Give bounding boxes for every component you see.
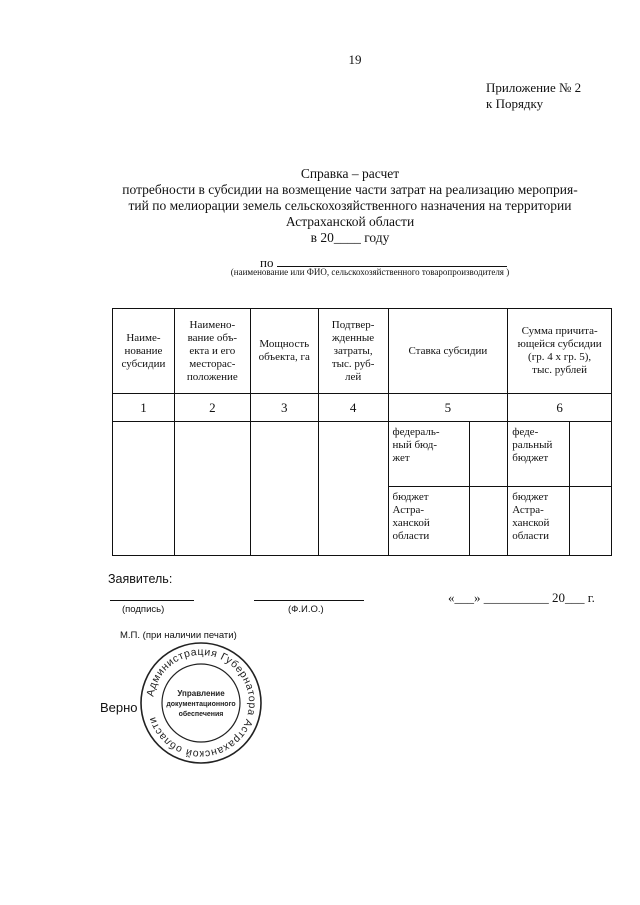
appendix-line-2: к Порядку bbox=[486, 96, 544, 111]
header-cell-3: Мощность объекта, га bbox=[250, 309, 318, 394]
title-line-4: Астраханской области bbox=[285, 214, 415, 229]
applicant-label: Заявитель: bbox=[108, 572, 173, 586]
fio-field[interactable] bbox=[254, 600, 364, 601]
stamp-ring-text: Администрация Губернатора Астраханской области bbox=[144, 645, 259, 761]
signature-caption: (подпись) bbox=[122, 604, 165, 615]
stamp-line-3: обеспечения bbox=[178, 711, 224, 718]
cell-confirmed-costs[interactable] bbox=[318, 422, 388, 556]
title-line-3: тий по мелиорации земель сельскохозяйственного назначения на территории bbox=[128, 198, 572, 213]
title-line-1: Справка – расчет bbox=[300, 166, 400, 181]
stamp-line-1: Управление bbox=[177, 689, 225, 698]
table-number-row bbox=[113, 394, 612, 422]
col-number-5: 5 bbox=[388, 394, 508, 422]
official-stamp-icon bbox=[138, 640, 264, 766]
label-regional-amount: бюджет Астра- ханской области bbox=[508, 487, 570, 556]
label-federal-amount: феде- ральный бюджет bbox=[508, 422, 570, 487]
date-field[interactable]: «___» __________ 20___ г. bbox=[448, 590, 595, 605]
label-regional-rate: бюджет Астра- ханской области bbox=[388, 487, 470, 556]
table-row bbox=[113, 422, 612, 487]
cell-regional-rate[interactable] bbox=[470, 487, 508, 556]
subsidy-table bbox=[112, 308, 612, 556]
title-line-2: потребности в субсидии на возмещение части затрат на реализацию мероприя- bbox=[122, 182, 578, 197]
cell-object-location[interactable] bbox=[174, 422, 250, 556]
po-label: по bbox=[260, 255, 274, 270]
recipient-blank[interactable] bbox=[277, 254, 507, 267]
title-line-5: в 20____ году bbox=[310, 230, 390, 245]
page-number: 19 bbox=[348, 52, 362, 67]
col-number-6: 6 bbox=[508, 394, 612, 422]
document-title bbox=[100, 166, 600, 246]
col-number-1: 1 bbox=[113, 394, 175, 422]
stamp-line-2: документационного bbox=[166, 701, 236, 708]
label-federal-rate: федераль- ный бюд- жет bbox=[388, 422, 470, 487]
col-number-2: 2 bbox=[174, 394, 250, 422]
cell-federal-rate[interactable] bbox=[470, 422, 508, 487]
cell-subsidy-name[interactable] bbox=[113, 422, 175, 556]
table-header-row bbox=[113, 309, 612, 394]
header-cell-1: Наиме- нование субсидии bbox=[113, 309, 175, 394]
fio-caption: (Ф.И.О.) bbox=[288, 604, 324, 615]
col-number-3: 3 bbox=[250, 394, 318, 422]
cell-capacity[interactable] bbox=[250, 422, 318, 556]
signature-field[interactable] bbox=[110, 600, 194, 601]
header-cell-5: Ставка субсидии bbox=[388, 309, 508, 394]
header-cell-2: Наимено- вание объ- екта и его месторас- положение bbox=[174, 309, 250, 394]
col-number-4: 4 bbox=[318, 394, 388, 422]
header-cell-6: Сумма причита- ющейся субсидии (гр. 4 х гр. 5), тыс. рублей bbox=[508, 309, 612, 394]
appendix-line-1: Приложение № 2 bbox=[486, 80, 582, 95]
header-cell-4: Подтвер- жденные затраты, тыс. руб- лей bbox=[318, 309, 388, 394]
verified-label: Верно bbox=[100, 700, 138, 715]
cell-regional-amount[interactable] bbox=[570, 487, 612, 556]
cell-federal-amount[interactable] bbox=[570, 422, 612, 487]
appendix-label bbox=[486, 80, 581, 112]
recipient-hint: (наименование или ФИО, сельскохозяйственного товаропроизводителя ) bbox=[230, 267, 510, 277]
seal-note: М.П. (при наличии печати) bbox=[120, 630, 237, 641]
